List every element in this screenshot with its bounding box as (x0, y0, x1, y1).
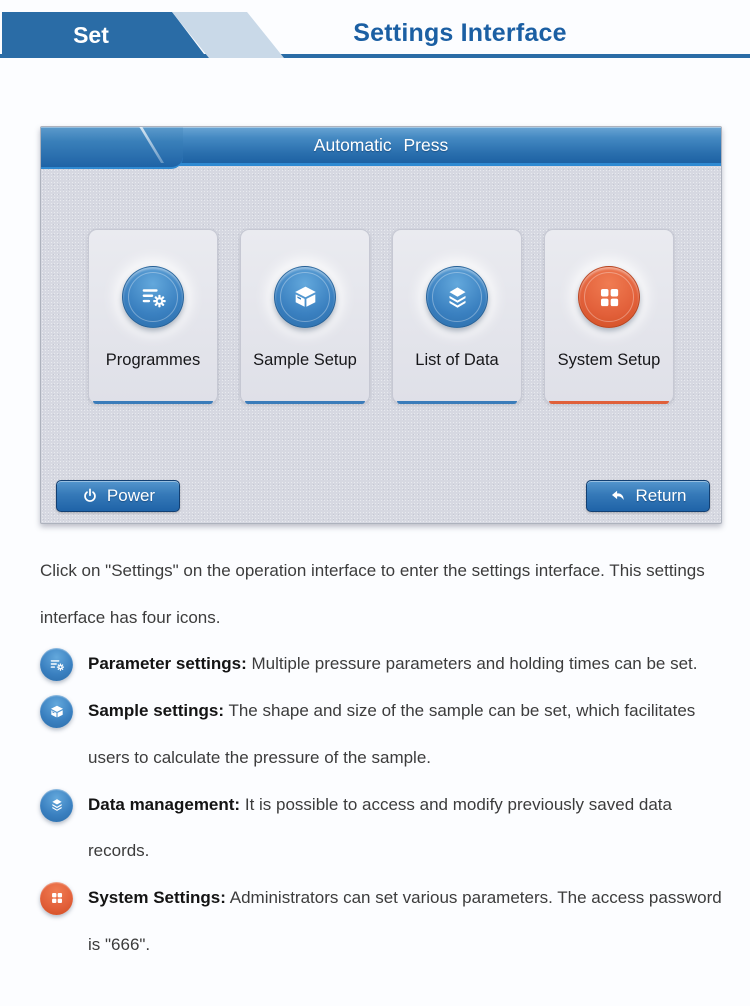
card-label: System Setup (557, 351, 661, 369)
return-button[interactable] (586, 480, 710, 512)
bullet-body: Multiple pressure parameters and holding times can be set. (251, 654, 698, 674)
device-actions (56, 480, 710, 512)
power-button-label: Power (106, 486, 156, 505)
device-title: Automatic Press (313, 135, 449, 155)
box-icon (274, 266, 336, 328)
box-icon (40, 695, 73, 728)
bullet-label: System Settings: (88, 887, 226, 907)
card-list-of-data[interactable] (392, 229, 522, 404)
return-arrow-icon (609, 487, 627, 505)
power-button[interactable] (56, 480, 180, 512)
bullet-text (88, 688, 722, 781)
power-icon (81, 487, 99, 505)
settings-cards (41, 229, 721, 404)
header-tag: Set (73, 22, 109, 48)
header-ribbon (2, 12, 284, 58)
list-gear-icon (122, 266, 184, 328)
card-system-setup[interactable] (544, 229, 674, 404)
bullet-text (88, 875, 722, 968)
card-label: Sample Setup (253, 351, 357, 369)
bullet-body: The shape and size of the sample can be set, which facilitates users to calculate the pressure of the sample. (88, 701, 696, 767)
bullet-sample-settings (40, 688, 722, 781)
description-section (40, 548, 722, 968)
bullet-system-settings (40, 875, 722, 968)
layers-icon (426, 266, 488, 328)
bullet-label: Sample settings: (88, 701, 225, 721)
card-label: Programmes (105, 351, 201, 369)
bullet-body: It is possible to access and modify previously saved data records. (88, 794, 672, 861)
list-gear-icon (40, 648, 73, 681)
grid-icon (578, 266, 640, 328)
layers-icon (40, 789, 73, 822)
intro-text: Click on "Settings" on the operation interface to enter the settings interface. This settings interface has four icons. (40, 561, 705, 627)
titlebar-edge (169, 163, 721, 166)
bullet-data-management (40, 782, 722, 875)
card-sample-setup[interactable] (240, 229, 370, 404)
device-screenshot (40, 126, 722, 524)
bullet-label: Parameter settings: (88, 654, 247, 674)
bullet-text (88, 782, 722, 875)
page-title: Settings Interface (353, 19, 567, 47)
device-body (41, 127, 721, 523)
bullet-parameter-settings (40, 641, 722, 688)
card-programmes[interactable] (88, 229, 218, 404)
return-button-label: Return (635, 486, 687, 505)
card-label: List of Data (415, 351, 499, 369)
bullet-text (88, 641, 697, 688)
grid-icon (40, 882, 73, 915)
bullet-body: Administrators can set various parameters. The access password is "666". (88, 887, 722, 954)
bullet-label: Data management: (88, 794, 241, 814)
